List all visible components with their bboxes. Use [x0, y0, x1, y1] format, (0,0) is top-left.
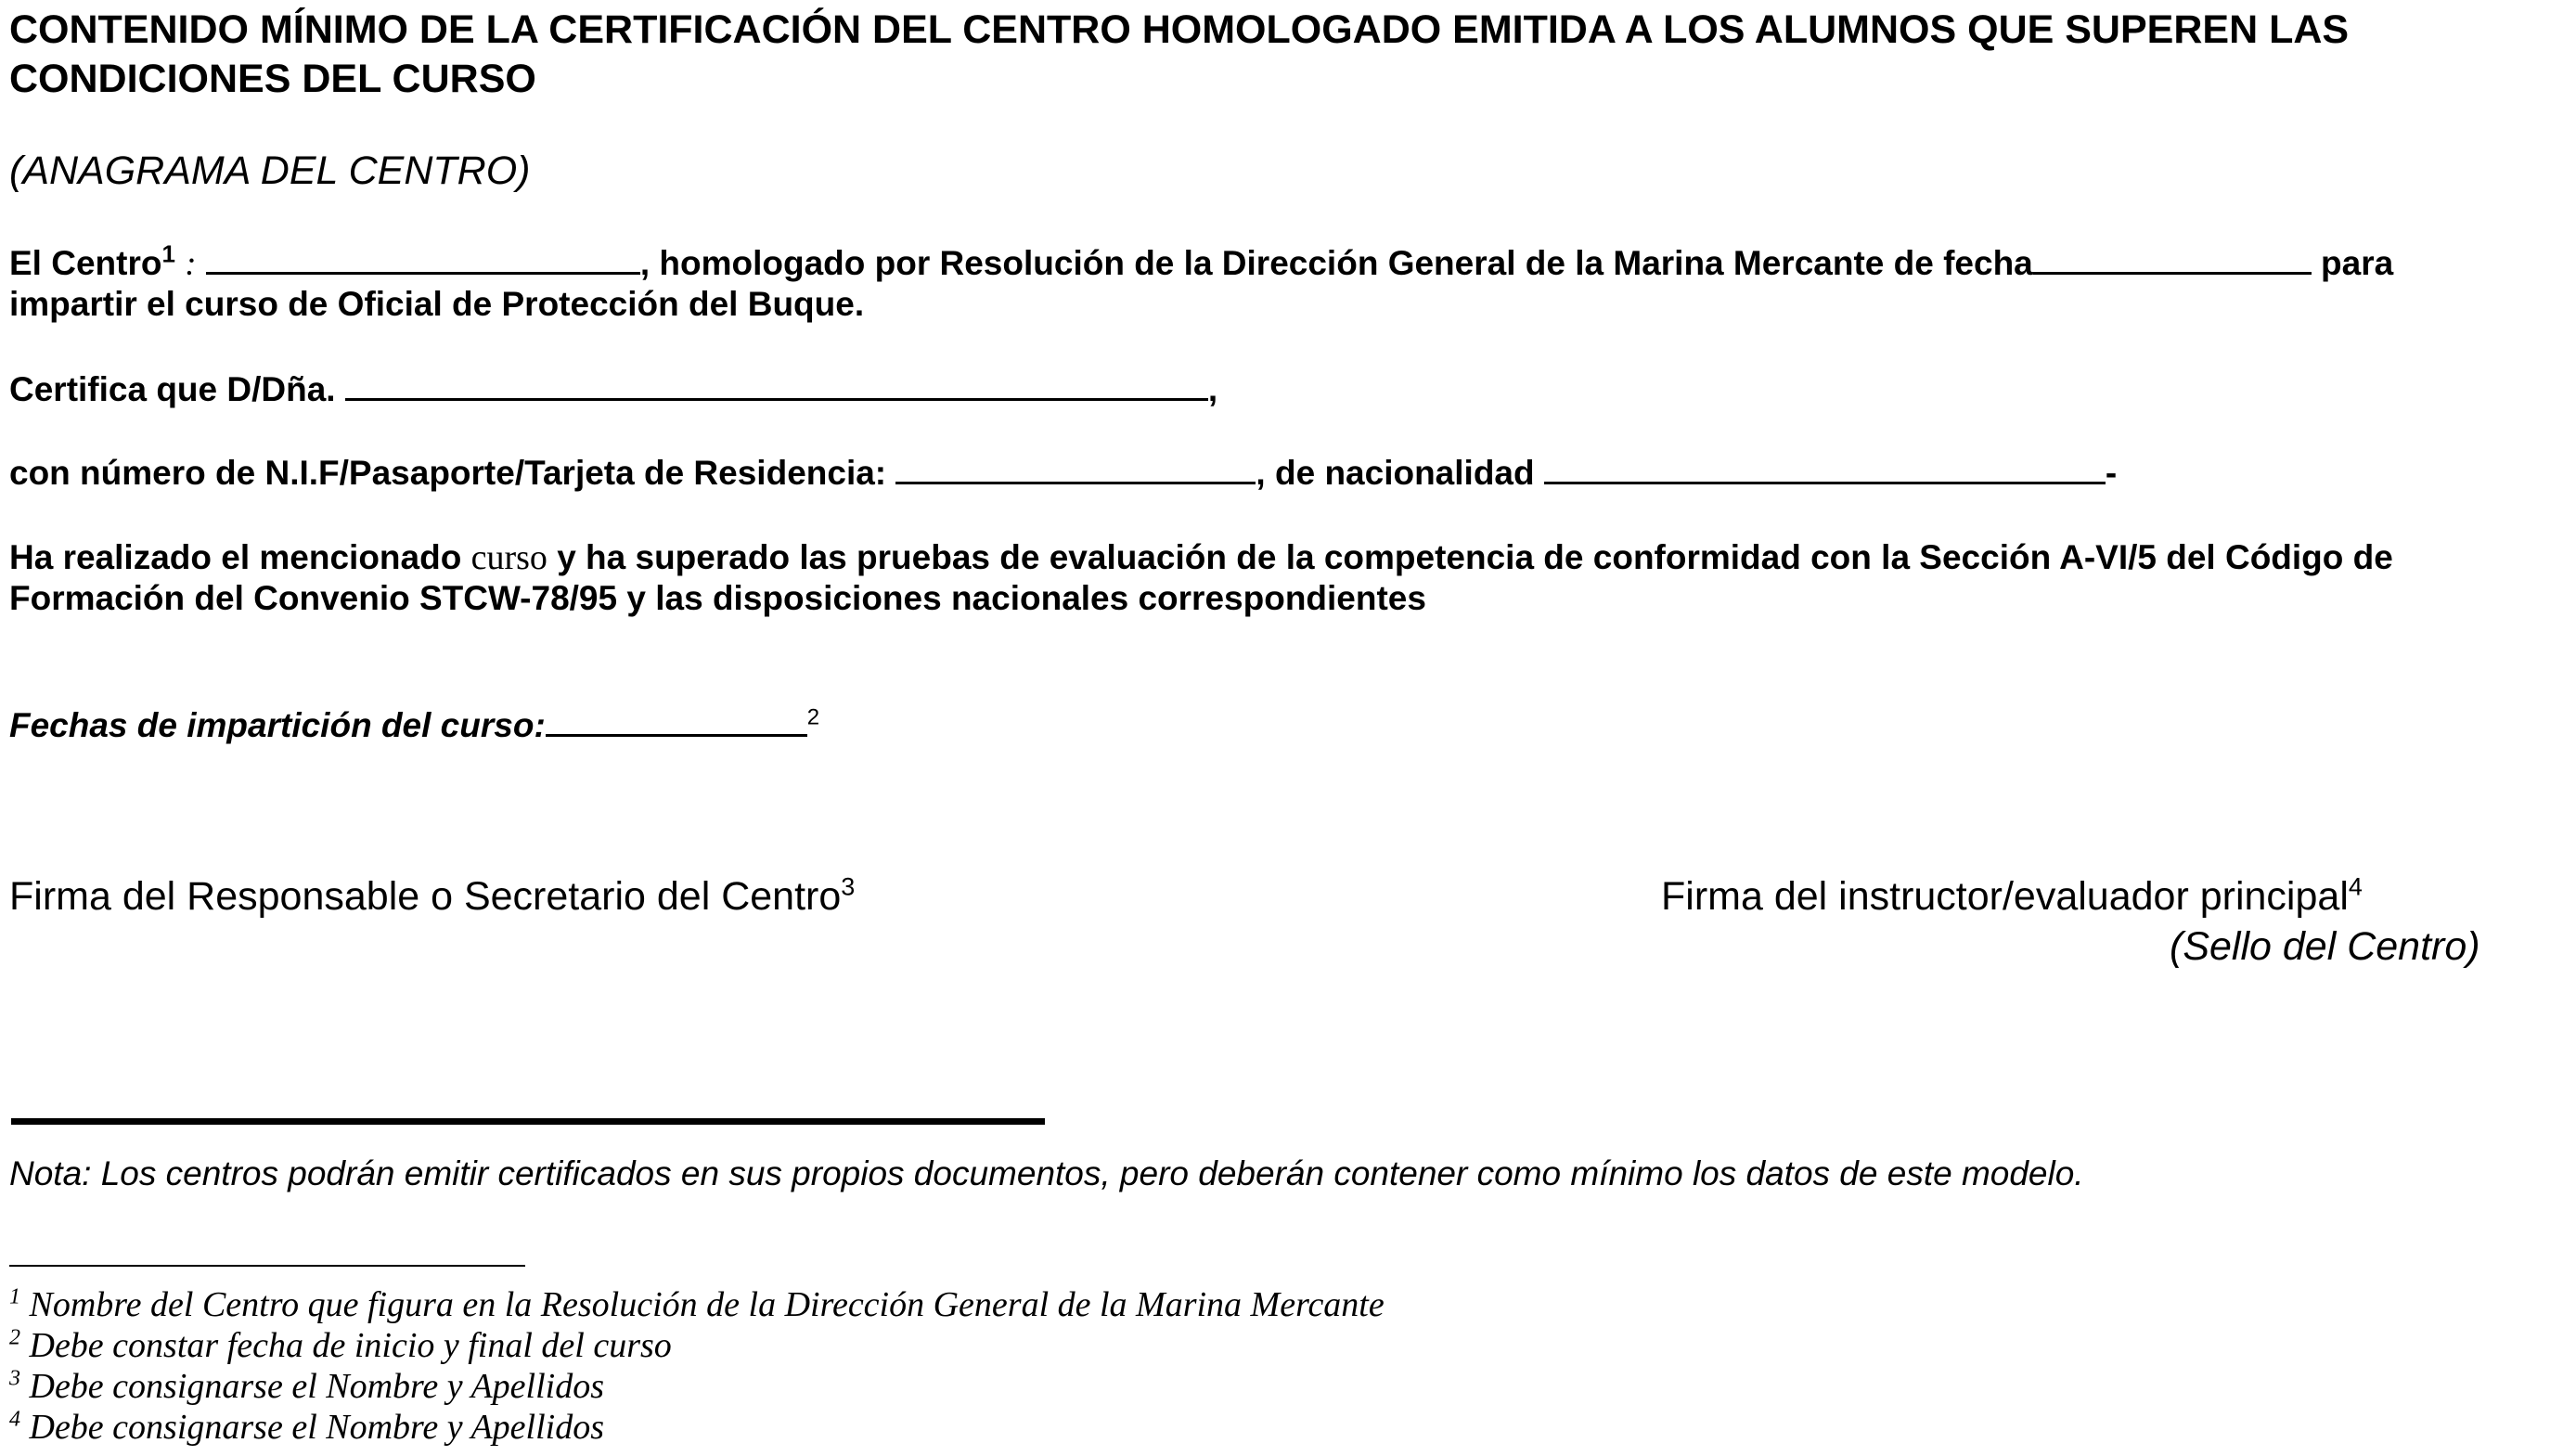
nif-label: con número de N.I.F/Pasaporte/Tarjeta de Residencia:	[9, 454, 887, 492]
realizado-line-2: Formación del Convenio STCW-78/95 y las disposiciones nacionales correspondientes	[9, 579, 1426, 617]
nacionalidad-field[interactable]	[1544, 454, 2106, 484]
sello-centro: (Sello del Centro)	[2170, 924, 2480, 969]
footnote-1-number: 1	[9, 1284, 20, 1309]
signature-line	[11, 1118, 1045, 1125]
centro-line	[9, 239, 2394, 285]
nif-line	[9, 453, 2117, 494]
realizado-line	[9, 537, 2393, 578]
centro-name-field[interactable]	[206, 244, 640, 275]
certifica-line	[9, 369, 1217, 410]
fecha-resolucion-field[interactable]	[2033, 244, 2312, 275]
nacionalidad-label: , de nacionalidad	[1256, 454, 1535, 492]
realizado-curso: curso	[470, 538, 547, 577]
certifica-label: Certifica que D/Dña.	[9, 370, 336, 408]
nif-field[interactable]	[895, 454, 1256, 484]
centro-colon: :	[185, 245, 197, 283]
nota-text: Nota: Los centros podrán emitir certificados en sus propios documentos, pero deberán contener como mínimo los datos de este modelo.	[9, 1154, 2084, 1192]
realizado-part1: Ha realizado el mencionado	[9, 538, 462, 576]
footnote-ref-1: 1	[161, 239, 175, 268]
firma-responsable-label: Firma del Responsable o Secretario del Centro	[9, 874, 842, 919]
certifica-comma: ,	[1207, 370, 1218, 408]
fechas-field[interactable]	[546, 706, 807, 737]
firma-instructor	[1661, 874, 2363, 920]
footnote-4-number: 4	[9, 1407, 20, 1432]
footnote-ref-3: 3	[841, 872, 856, 901]
centro-label: El Centro	[9, 244, 162, 282]
footnote-3-number: 3	[9, 1366, 20, 1391]
alumno-name-field[interactable]	[345, 370, 1208, 401]
centro-para-text: para	[2321, 244, 2394, 282]
firma-instructor-label: Firma del instructor/evaluador principal	[1661, 874, 2349, 919]
footnote-separator	[9, 1265, 525, 1267]
footnote-ref-2: 2	[806, 704, 820, 730]
footnote-ref-4: 4	[2348, 872, 2363, 901]
fechas-line	[9, 705, 819, 746]
fechas-label: Fechas de impartición del curso:	[9, 706, 546, 744]
centro-homologado-text: , homologado por Resolución de la Dirección General de la Marina Mercante de fecha	[639, 244, 2033, 282]
document-title: CONTENIDO MÍNIMO DE LA CERTIFICACIÓN DEL CENTRO HOMOLOGADO EMITIDA A LOS ALUMNOS QUE SUPEREN LAS CONDICIONES DEL CURSO	[9, 7, 2350, 101]
footnote-4-text: Debe consignarse el Nombre y Apellidos	[29, 1408, 605, 1447]
footnote-4	[9, 1407, 604, 1448]
firma-responsable	[9, 874, 855, 920]
centro-line-2: impartir el curso de Oficial de Protección del Buque.	[9, 285, 865, 323]
footnote-1	[9, 1284, 1385, 1325]
footnote-3-text: Debe consignarse el Nombre y Apellidos	[29, 1367, 605, 1406]
footnote-2-number: 2	[9, 1325, 20, 1350]
footnote-3	[9, 1366, 604, 1407]
footnote-2-text: Debe constar fecha de inicio y final del curso	[29, 1326, 672, 1365]
realizado-part2: y ha superado las pruebas de evaluación de la competencia de conformidad con la Sección A-VI/5 del Código de	[557, 538, 2393, 576]
footnote-1-text: Nombre del Centro que figura en la Resolución de la Dirección General de la Marina Mercante	[29, 1285, 1385, 1324]
anagrama-placeholder: (ANAGRAMA DEL CENTRO)	[9, 148, 531, 193]
footnote-2	[9, 1325, 672, 1366]
nif-end-dash: -	[2105, 454, 2118, 492]
